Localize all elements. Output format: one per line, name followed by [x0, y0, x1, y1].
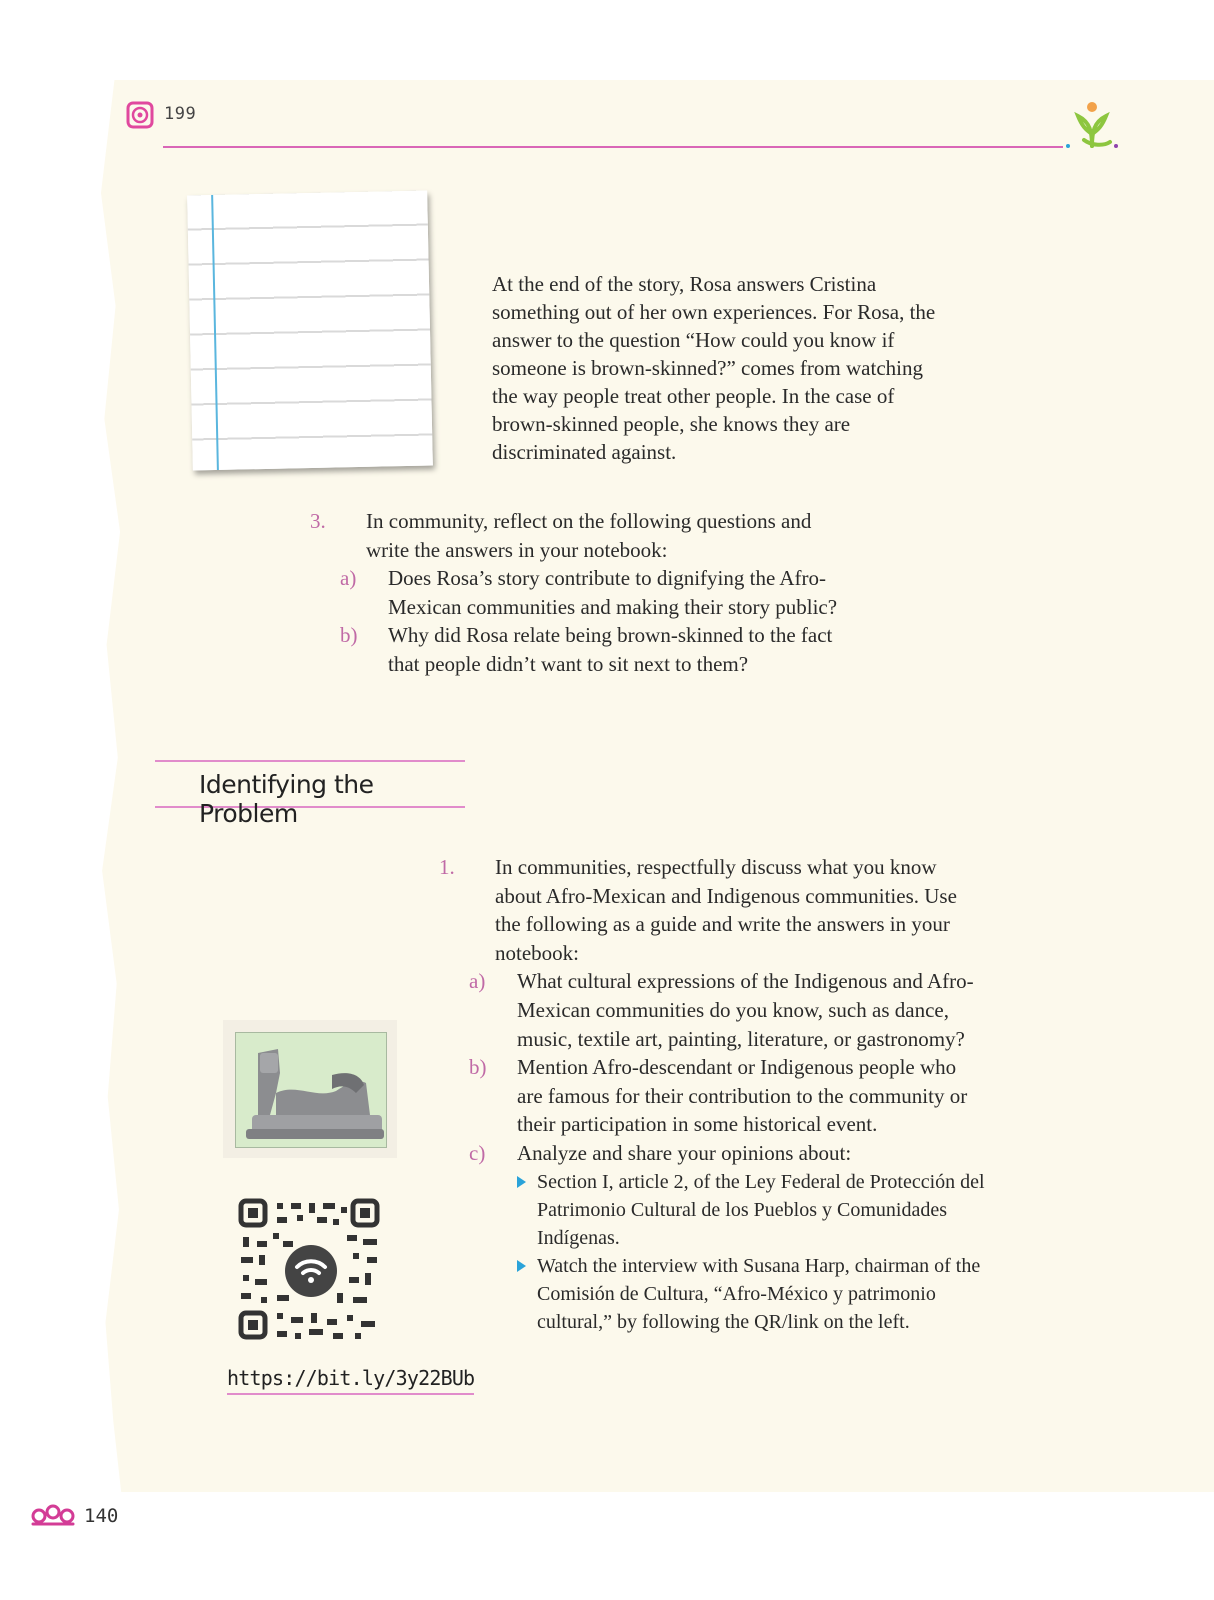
bullet-triangle-icon	[517, 1176, 526, 1188]
bullet-text: Section I, article 2, of the Ley Federal de Protección del Patrimonio Cultural de los Pueblos y Comunidades Indígenas.	[537, 1170, 985, 1249]
item-text: Analyze and share your opinions about:	[517, 1140, 852, 1165]
section-title: Identifying the Problem	[199, 770, 374, 828]
header-page-number: 199	[164, 104, 197, 124]
item-marker: c)	[469, 1140, 486, 1165]
item-text: Mention Afro-descendant or Indigenous people who are famous for their contribution to the community or their participation in some historical event.	[517, 1055, 968, 1137]
question-3-item-a	[338, 564, 858, 621]
item-text: Does Rosa’s story contribute to dignifying the Afro-Mexican communities and making their story public?	[388, 566, 838, 619]
item-marker: a)	[340, 566, 357, 591]
item-text: Why did Rosa relate being brown-skinned to the fact that people didn’t want to sit next to them?	[388, 623, 833, 676]
question-3	[310, 507, 858, 679]
question-1-number: 1.	[439, 855, 455, 879]
pink-decorative-footer-icon	[30, 1502, 76, 1533]
chac-mool-statue-stamp-icon	[223, 1020, 397, 1158]
question-3-number: 3.	[310, 509, 326, 533]
item-marker: b)	[340, 623, 358, 648]
bullet-item	[517, 1252, 987, 1336]
item-text: What cultural expressions of the Indigenous and Afro-Mexican communities do you know, such as dance, music, textile art, painting, literature, or gastronomy?	[517, 969, 974, 1051]
question-1-item-a	[467, 967, 987, 1053]
bullet-triangle-icon	[517, 1260, 526, 1272]
stamp-picture	[235, 1032, 387, 1148]
question-3-item-b	[338, 621, 858, 678]
note-paragraph: At the end of the story, Rosa answers Cristina something out of her own experiences. For Rosa, the answer to the question “How could you know if someone is brown-skinned?” comes from watching the way people treat other people. In the case of brown-skinned people, she knows they are discriminated against.	[492, 272, 936, 464]
footer-page-number: 140	[84, 1505, 119, 1527]
question-1-item-c	[467, 1139, 987, 1336]
qr-code-icon[interactable]	[237, 1197, 385, 1350]
green-sprout-icon	[1064, 100, 1120, 155]
bullet-item	[517, 1168, 987, 1252]
item-marker: a)	[469, 969, 486, 994]
notebook-margin-line	[211, 195, 219, 470]
item-marker: b)	[469, 1055, 487, 1080]
question-1-item-b	[467, 1053, 987, 1139]
notebook-paper-illustration	[187, 191, 433, 471]
question-3-text: In community, reflect on the following questions and write the answers in your notebook:	[366, 509, 812, 562]
bullet-text: Watch the interview with Susana Harp, chairman of the Comisión de Cultura, “Afro-México y patrimonio cultural,” by following the QR/link on the left.	[537, 1254, 981, 1333]
resource-link[interactable]: https://bit.ly/3y22BUb	[227, 1366, 474, 1395]
question-3-stem	[310, 507, 858, 564]
pink-spiral-logo-icon	[126, 101, 154, 134]
question-1	[439, 853, 987, 1336]
question-1-stem	[439, 853, 987, 967]
section-title-box	[155, 760, 465, 828]
header-divider	[163, 146, 1063, 148]
question-1-text: In communities, respectfully discuss what you know about Afro-Mexican and Indigenous communities. Use the following as a guide and write the answers in your notebook:	[495, 855, 957, 965]
